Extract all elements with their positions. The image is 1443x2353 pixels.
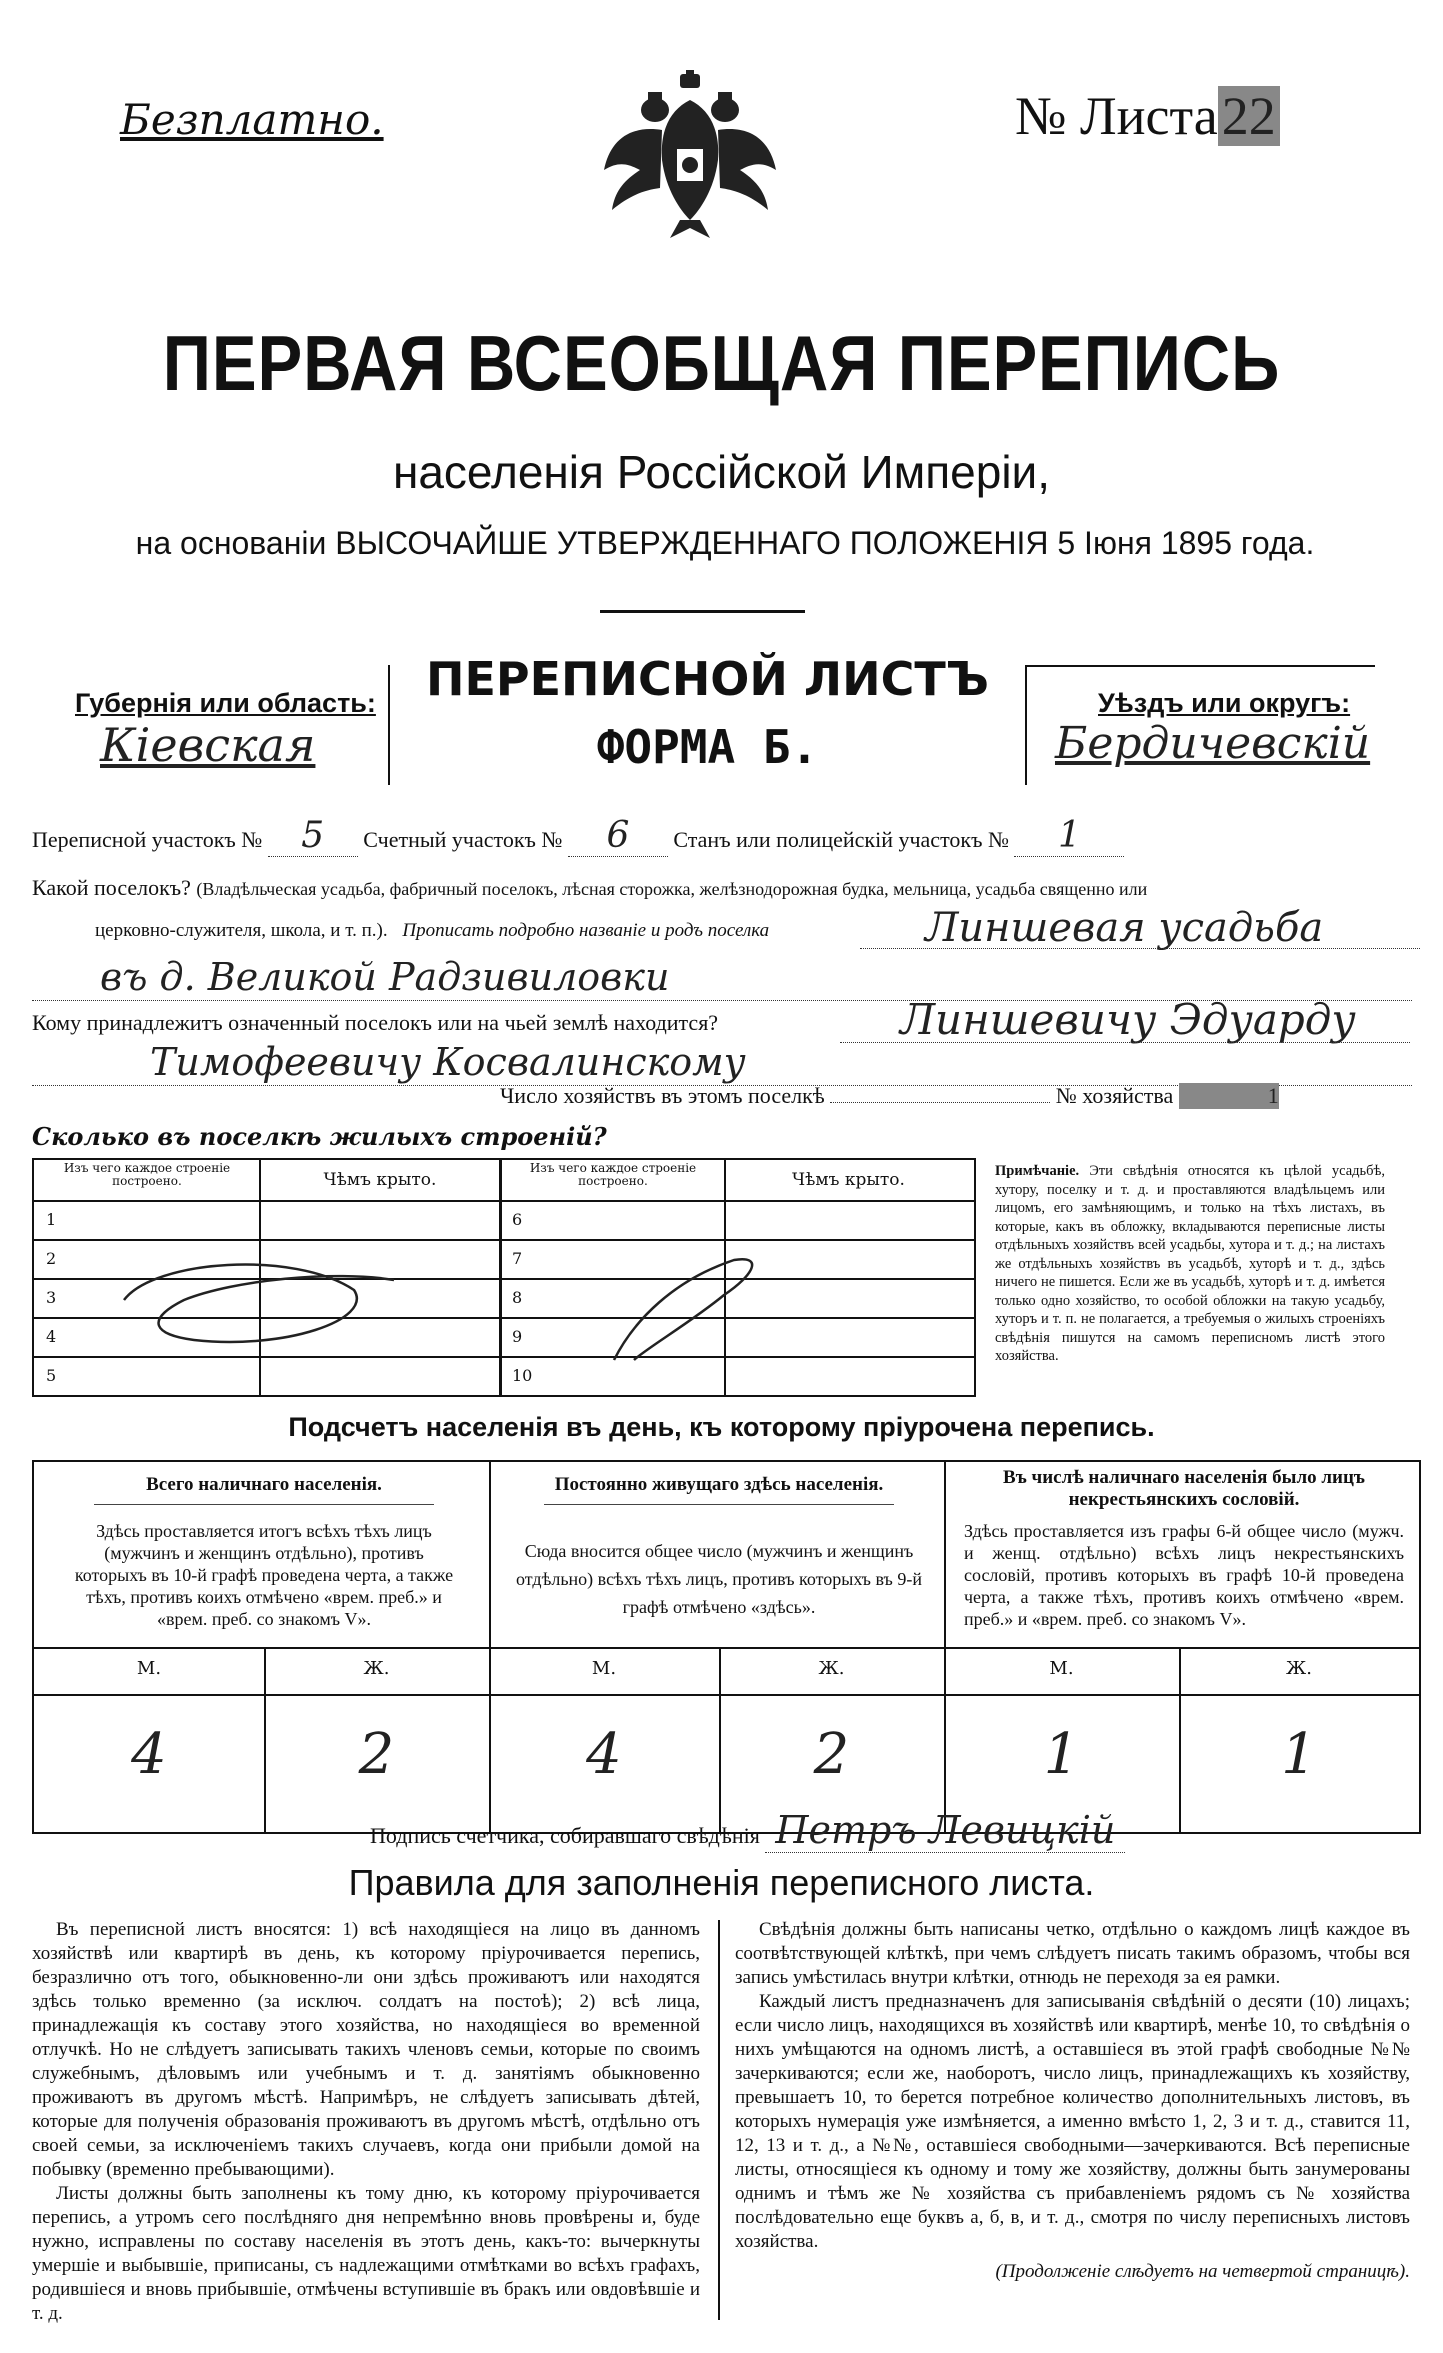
census-district-row bbox=[32, 815, 1422, 857]
col3-text: Здѣсь проставляется изъ графы 6-й общее число (мужч. и женщ. отдѣльно) всѣхъ лицъ некрестьянскихъ сословій, противъ которыхъ въ графѣ 10-й проведена черта, а также тѣхъ, противъ коихъ отмѣчено «врем. преб.» и «врем. преб. со знакомъ V». bbox=[964, 1521, 1404, 1629]
settlement-row bbox=[32, 875, 1422, 901]
census-subtitle: населенія Россійской Имперіи, bbox=[392, 446, 1051, 498]
owner-label: Кому принадлежитъ означенный поселокъ или на чьей землѣ находится? bbox=[32, 1010, 719, 1035]
sheet-number-label bbox=[1015, 85, 1280, 147]
census-basis: на основаніи ВЫСОЧАЙШЕ УТВЕРЖДЕННАГО ПОЛОЖЕНІЯ 5 Іюня 1895 года. bbox=[135, 525, 1315, 561]
permanent-female-value: 2 bbox=[813, 1722, 850, 1787]
police-value: 1 bbox=[1014, 815, 1124, 857]
buildings-label: Сколько въ поселкѣ жилыхъ строеній? bbox=[32, 1122, 607, 1151]
settlement-value-2: въ д. Великой Радзивиловки bbox=[100, 955, 670, 999]
count-district-value: 6 bbox=[568, 815, 668, 857]
province-label: Губернія или область: bbox=[75, 688, 376, 718]
rules-left-paragraph: Въ переписной листъ вносятся: 1) всѣ находящіеся на лицо въ данномъ хозяйствѣ или квартирѣ въ день, къ которому пріурочивается перепись, безразлично отъ того, обыкновенно-ли они здѣсь проживаютъ или находятся здѣсь только временно (за исключ. солдатъ на постоѣ); 2) всѣ лица, принадлежащія къ составу этого хозяйства, но находящіеся во временной отлучкѣ. Но не слѣдуетъ записывать такихъ членовъ семьи, которые по своимъ служебнымъ, дѣловымъ или учебнымъ и т. д. занятіямъ обыкновенно проживаютъ въ другомъ мѣстѣ. Напримѣръ, не слѣдуетъ записывать дѣтей, которые для полученія образованія проживаютъ въ другомъ мѣстѣ, отдѣльно отъ своей семьи, за исключеніемъ такихъ случаевъ, когда они прибыли домой на побывку (временно пребывающими). bbox=[32, 1919, 700, 2180]
population-table bbox=[32, 1460, 1421, 1834]
rules-right-paragraph: Каждый листъ предназначенъ для записыванія свѣдѣній о десяти (10) лицахъ; если число лицъ, находящихся въ хозяйствѣ или квартирѣ, менѣе 10, то свѣдѣнія о нихъ умѣщаются на одномъ листѣ, а оставшіеся въ этой графѣ свободные №№ зачеркиваются; если же, наоборотъ, число лицъ, принадлежащихъ къ хозяйству, превышаетъ 10, то берется потребное количество дополнительныхъ листовъ, въ которыхъ нумерація уже измѣняется, а именно вмѣсто 1, 2, 3 и т. д., ставится 11, 12, 13 и т. д., а №№, оставшіеся свободными—зачеркиваются. Всѣ переписные листы, относящіеся къ одному и тому же хозяйству, должны быть занумерованы однимъ и тѣмъ же № хозяйства съ прибавленіемъ рядомъ съ № хозяйства послѣдовательно еще буквъ а, б, в, и т. д., смотря по числу переписныхъ листовъ хозяйства. bbox=[735, 1991, 1410, 2252]
male-label: М. bbox=[591, 1658, 617, 1679]
row-number: 2 bbox=[46, 1249, 57, 1268]
form-name: ФОРМА Б. bbox=[596, 720, 819, 774]
settlement-value-1: Линшевая усадьба bbox=[925, 905, 1324, 951]
owner-line-1 bbox=[840, 1042, 1410, 1043]
header-divider bbox=[600, 610, 805, 613]
rules-right-paragraph: Свѣдѣнія должны быть написаны четко, отдѣльно о каждомъ лицѣ каждое въ соотвѣтствующей клѣткѣ, при чемъ слѣдуетъ писать такимъ образомъ, чтобы вся запись умѣстилась внутри клѣтки, отнюдь не переходя за ея рамки. bbox=[735, 1919, 1410, 1988]
total-male-value: 4 bbox=[131, 1722, 167, 1787]
form-box-top-border bbox=[1025, 665, 1375, 667]
free-label: Безплатно. bbox=[120, 95, 384, 144]
settlement-instruction: Прописать подробно названіе и родъ поселка bbox=[402, 920, 770, 941]
strike-through-scribble bbox=[34, 1160, 974, 1395]
col1-text: Здѣсь проставляется итогъ всѣхъ тѣхъ лицъ (мужчинъ и женщинъ отдѣльно), противъ которыхъ въ 10-й графѣ проведена черта, а также тѣхъ, противъ коихъ отмѣчено «врем. преб.» и «врем. преб. со знакомъ V». bbox=[74, 1521, 454, 1629]
column-divider bbox=[718, 1920, 720, 2320]
non-peasant-male-value: 1 bbox=[1043, 1722, 1080, 1787]
rules-title: Правила для заполненія переписного листа. bbox=[348, 1862, 1095, 1903]
sheet-number: 22 bbox=[1218, 86, 1280, 146]
district-value: Бердичевскій bbox=[1055, 718, 1371, 769]
population-heading: Подсчетъ населенія въ день, къ которому пріурочена перепись. bbox=[288, 1412, 1155, 1442]
male-label: М. bbox=[1049, 1658, 1074, 1679]
col1-title: Всего наличнаго населенія. bbox=[146, 1474, 382, 1495]
col2-title: Постоянно живущаго здѣсь населенія. bbox=[554, 1474, 884, 1495]
non-peasant-female-value: 1 bbox=[1281, 1722, 1317, 1787]
household-no-label: № хозяйства bbox=[1055, 1083, 1174, 1108]
census-district-label: Переписной участокъ № bbox=[32, 827, 263, 852]
row-number: 1 bbox=[46, 1210, 57, 1229]
row-number: 9 bbox=[512, 1327, 523, 1346]
settlement-hint-2: церковно-служителя, школа, и т. п.). bbox=[95, 920, 388, 941]
households-row bbox=[500, 1083, 1279, 1109]
owner-value-1: Линшевичу Эдуарду bbox=[900, 995, 1356, 1044]
owner-value-2: Тимофеевичу Косвалинскому bbox=[150, 1040, 746, 1084]
total-female-value: 2 bbox=[358, 1722, 395, 1787]
col-material-right: Изъ чего каждое строеніе построено. bbox=[529, 1161, 697, 1188]
female-label: Ж. bbox=[1286, 1658, 1312, 1679]
signature-value: Петръ Левицкій bbox=[765, 1808, 1125, 1853]
row-number: 8 bbox=[512, 1288, 523, 1307]
settlement-label: Какой поселокъ? bbox=[32, 875, 191, 900]
household-no-value: 1 bbox=[1179, 1083, 1279, 1109]
col2-text: Сюда вносится общее число (мужчинъ и женщинъ отдѣльно) всѣхъ тѣхъ лицъ, противъ которыхъ въ 9-й графѣ отмѣчено «здѣсь». bbox=[516, 1541, 922, 1617]
col-roof-left: Чѣмъ крыто. bbox=[323, 1170, 437, 1190]
female-label: Ж. bbox=[363, 1658, 390, 1679]
sheet-title: ПЕРЕПИСНОЙ ЛИСТЪ bbox=[426, 652, 989, 706]
buildings-table bbox=[32, 1158, 976, 1397]
row-number: 7 bbox=[512, 1249, 523, 1268]
district-label: Уѣздъ или округъ: bbox=[1098, 688, 1351, 718]
row-number: 5 bbox=[46, 1366, 57, 1385]
census-district-value: 5 bbox=[268, 815, 358, 857]
signature-row bbox=[370, 1808, 1125, 1853]
note-lead: Примѣчаніе. bbox=[995, 1163, 1080, 1179]
row-number: 3 bbox=[46, 1288, 57, 1307]
households-value-line bbox=[830, 1102, 1050, 1103]
female-label: Ж. bbox=[818, 1658, 845, 1679]
signature-label: Подпись счетчика, собиравшаго свѣдѣнія bbox=[370, 1823, 760, 1848]
rules-continued: (Продолженіе слѣдуетъ на четвертой страницѣ). bbox=[995, 2261, 1410, 2282]
households-label: Число хозяйствъ въ этомъ поселкѣ bbox=[500, 1083, 825, 1108]
settlement-hint-1: (Владѣльческая усадьба, фабричный поселокъ, лѣсная сторожка, желѣзнодорожная будка, мельница, усадьба священно или bbox=[196, 879, 1148, 899]
male-label: М. bbox=[136, 1658, 162, 1679]
row-number: 4 bbox=[46, 1327, 57, 1346]
settlement-line-1 bbox=[860, 948, 1420, 949]
sheet-label: № Листа bbox=[1015, 86, 1218, 146]
census-title: ПЕРВАЯ ВСЕОБЩАЯ ПЕРЕПИСЬ bbox=[162, 319, 1281, 407]
note-text: Эти свѣдѣнія относятся къ цѣлой усадьбѣ, хутору, поселку и т. д. и проставляются владѣльцемъ или лицомъ, его замѣняющимъ, и только на тѣхъ листахъ, въ которые, какъ въ обложку, вкладываются переписные листы отдѣльныхъ хозяйствъ всей усадьбы, хутора и т. д.; на листахъ же отдѣльныхъ хозяйствъ въ усадьбѣ, хуторѣ и т. д., здѣсь ничего не пишется. Если же въ усадьбѣ, хуторѣ и т. д. имѣется только одно хозяйство, то особой обложки на такую усадьбу, хуторъ и т. п. не полагается, а требуемыя о жилыхъ строеніяхъ свѣдѣнія пишутся на самомъ переписномъ листѣ этого хозяйства. bbox=[995, 1163, 1386, 1364]
rules-left-paragraph: Листы должны быть заполнены къ тому дню, къ которому пріурочивается перепись, а утромъ сего послѣдняго дня непремѣнно вновь провѣрены и, буде нужно, исправлены по составу населенія въ этотъ день, какъ-то: вычеркнуты умершіе и выбывшіе, приписаны, съ надлежащими отмѣтками во всѣхъ графахъ, родившіеся и вновь прибывшіе, отмѣчены вступившіе въ бракъ или овдовѣвшіе и т. д. bbox=[32, 2183, 700, 2324]
permanent-male-value: 4 bbox=[586, 1722, 622, 1787]
double-headed-eagle-icon bbox=[600, 70, 780, 240]
rules-right-column bbox=[735, 1918, 1410, 2284]
row-number: 10 bbox=[512, 1366, 533, 1385]
row-number: 6 bbox=[512, 1210, 523, 1229]
count-district-label: Счетный участокъ № bbox=[363, 827, 563, 852]
police-label: Станъ или полицейскій участокъ № bbox=[673, 827, 1009, 852]
col-material-left: Изъ чего каждое строеніе построено. bbox=[63, 1161, 231, 1188]
form-box-right-border bbox=[1025, 665, 1027, 785]
note bbox=[995, 1162, 1385, 1366]
col-roof-right: Чѣмъ крыто. bbox=[792, 1170, 905, 1190]
col3-title: Въ числѣ наличнаго населенія было лицъ некрестьянскихъ сословій. bbox=[1003, 1467, 1365, 1510]
province-value: Кіевская bbox=[100, 718, 316, 772]
rules-left-column bbox=[32, 1918, 700, 2326]
